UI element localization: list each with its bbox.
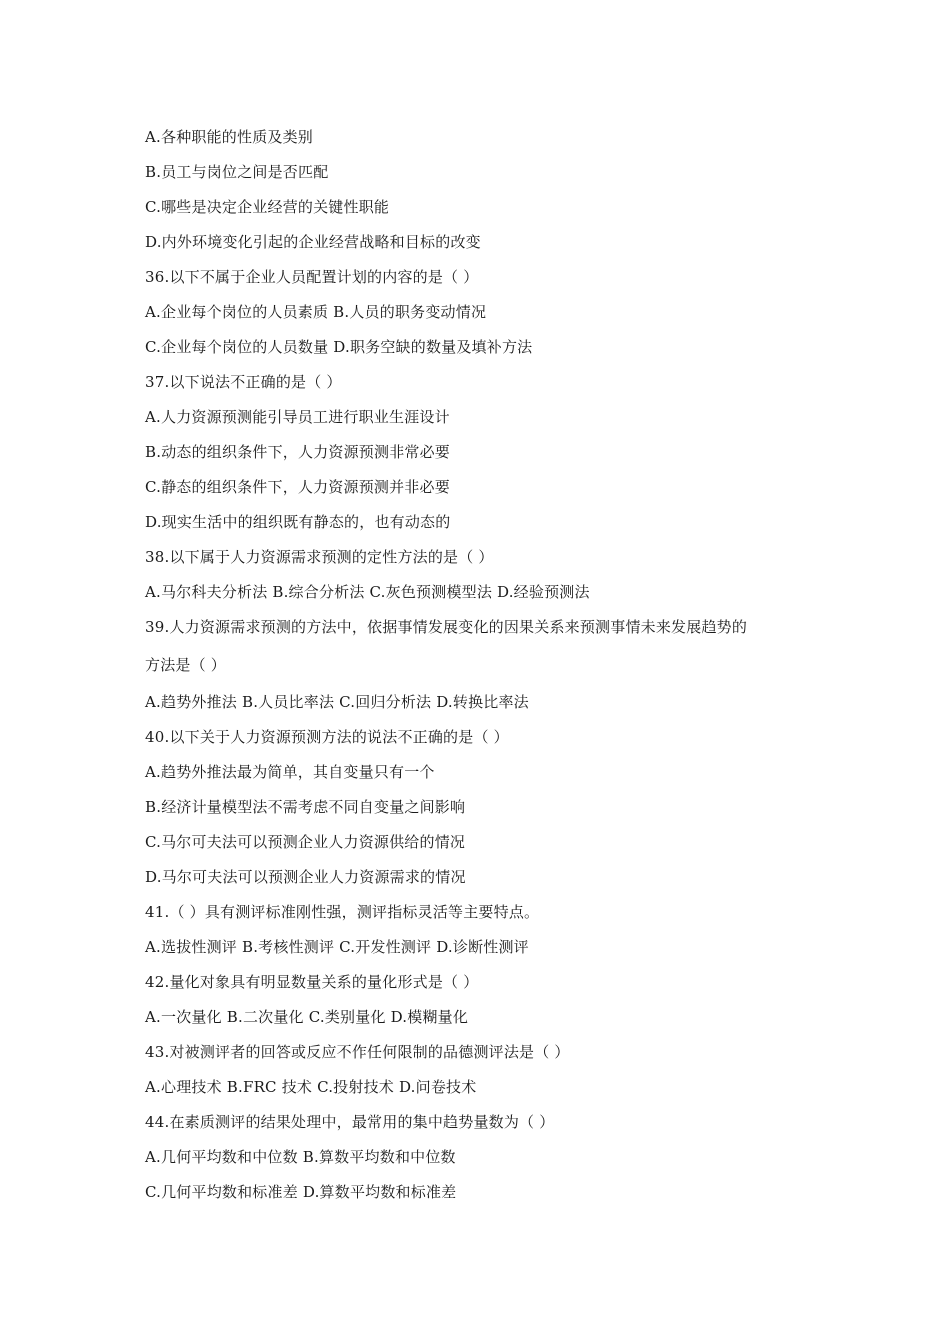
text-line: C.几何平均数和标准差 D.算数平均数和标准差: [145, 1183, 457, 1201]
question-line: 36.以下不属于企业人员配置计划的内容的是（ ）: [145, 268, 479, 286]
text-line: B.动态的组织条件下，人力资源预测非常必要: [145, 443, 450, 461]
text-line: C.哪些是决定企业经营的关键性职能: [145, 198, 390, 216]
question-line: 37.以下说法不正确的是（ ）: [145, 373, 342, 391]
text-line: A.一次量化 B.二次量化 C.类别量化 D.模糊量化: [145, 1008, 469, 1026]
text-line: A.趋势外推法 B.人员比率法 C.回归分析法 D.转换比率法: [145, 693, 529, 711]
text-line: B.经济计量模型法不需考虑不同自变量之间影响: [145, 798, 466, 816]
text-line: A.各种职能的性质及类别: [145, 128, 314, 146]
text-line: A.选拔性测评 B.考核性测评 C.开发性测评 D.诊断性测评: [145, 938, 529, 956]
text-line: C.企业每个岗位的人员数量 D.职务空缺的数量及填补方法: [145, 338, 533, 356]
question-line: 43.对被测评者的回答或反应不作任何限制的品德测评法是（ ）: [145, 1043, 570, 1061]
question-line: 39.人力资源需求预测的方法中，依据事情发展变化的因果关系来预测事情未来发展趋势的: [145, 618, 748, 636]
text-line: B.员工与岗位之间是否匹配: [145, 163, 329, 181]
question-line-continued: 方法是（ ）: [145, 656, 226, 674]
text-line: C.马尔可夫法可以预测企业人力资源供给的情况: [145, 833, 466, 851]
text-line: A.马尔科夫分析法 B.综合分析法 C.灰色预测模型法 D.经验预测法: [145, 583, 590, 601]
text-line: C.静态的组织条件下，人力资源预测并非必要: [145, 478, 450, 496]
text-line: A.人力资源预测能引导员工进行职业生涯设计: [145, 408, 450, 426]
question-line: 40.以下关于人力资源预测方法的说法不正确的是（ ）: [145, 728, 509, 746]
text-line: A.心理技术 B.FRC 技术 C.投射技术 D.问卷技术: [145, 1078, 477, 1096]
question-line: 42.量化对象具有明显数量关系的量化形式是（ ）: [145, 973, 479, 991]
text-line: D.马尔可夫法可以预测企业人力资源需求的情况: [145, 868, 466, 886]
question-line: 38.以下属于人力资源需求预测的定性方法的是（ ）: [145, 548, 494, 566]
text-line: D.现实生活中的组织既有静态的，也有动态的: [145, 513, 451, 531]
text-line: A.趋势外推法最为简单，其自变量只有一个: [145, 763, 435, 781]
text-line: D.内外环境变化引起的企业经营战略和目标的改变: [145, 233, 481, 251]
text-line: A.几何平均数和中位数 B.算数平均数和中位数: [145, 1148, 456, 1166]
text-line: A.企业每个岗位的人员素质 B.人员的职务变动情况: [145, 303, 487, 321]
question-line: 41.（ ）具有测评标准刚性强，测评指标灵活等主要特点。: [145, 903, 540, 921]
question-line: 44.在素质测评的结果处理中，最常用的集中趋势量数为（ ）: [145, 1113, 555, 1131]
